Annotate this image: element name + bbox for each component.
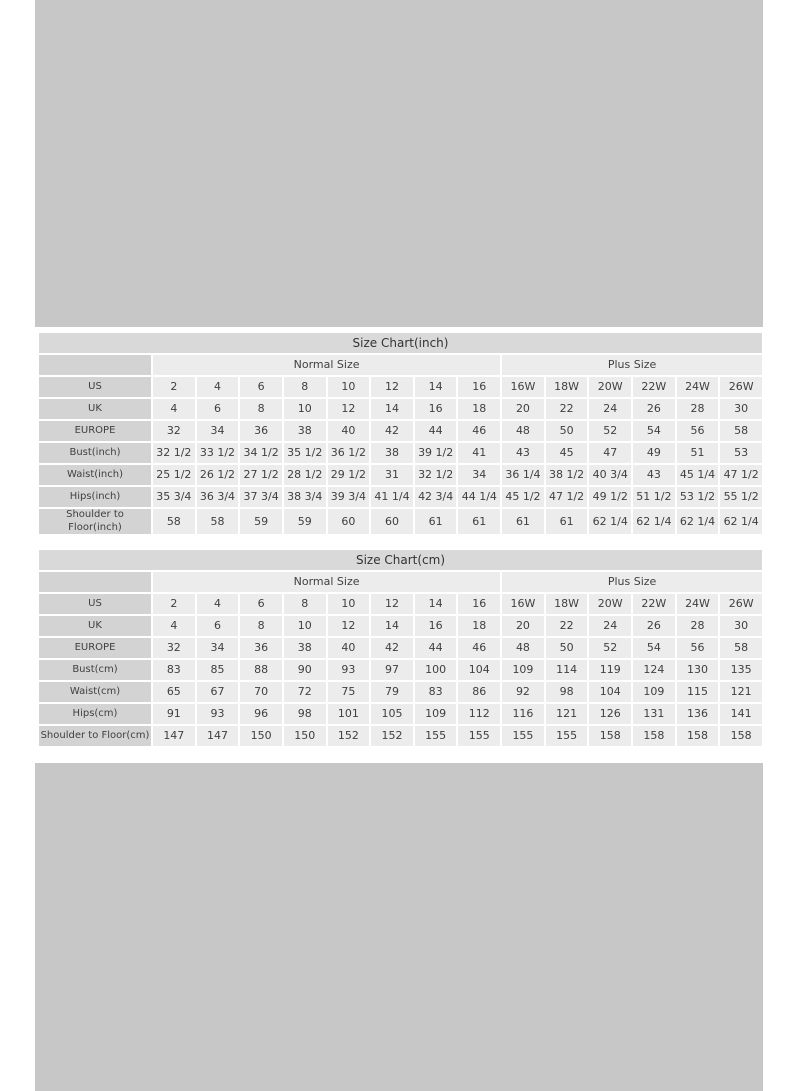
size-value-cell: 59 — [240, 509, 282, 534]
size-value-cell: 20W — [589, 594, 631, 614]
size-value-cell: 50 — [546, 638, 588, 658]
size-value-cell: 16W — [502, 594, 544, 614]
size-value-cell: 121 — [546, 704, 588, 724]
row-label: Waist(inch) — [39, 465, 151, 485]
size-value-cell: 46 — [458, 638, 500, 658]
row-label: EUROPE — [39, 421, 151, 441]
size-value-cell: 26 — [633, 399, 675, 419]
size-value-cell: 31 — [371, 465, 413, 485]
size-value-cell: 65 — [153, 682, 195, 702]
size-value-cell: 83 — [415, 682, 457, 702]
size-value-cell: 16 — [458, 594, 500, 614]
size-value-cell: 47 — [589, 443, 631, 463]
size-value-cell: 130 — [677, 660, 719, 680]
size-value-cell: 25 1/2 — [153, 465, 195, 485]
size-value-cell: 131 — [633, 704, 675, 724]
size-value-cell: 100 — [415, 660, 457, 680]
size-value-cell: 62 1/4 — [589, 509, 631, 534]
size-value-cell: 58 — [720, 638, 762, 658]
size-value-cell: 28 — [677, 399, 719, 419]
size-value-cell: 6 — [240, 594, 282, 614]
size-value-cell: 83 — [153, 660, 195, 680]
size-value-cell: 155 — [546, 726, 588, 746]
size-value-cell: 20 — [502, 399, 544, 419]
size-value-cell: 43 — [633, 465, 675, 485]
size-value-cell: 30 — [720, 616, 762, 636]
size-value-cell: 135 — [720, 660, 762, 680]
table-row — [39, 638, 762, 658]
size-value-cell: 12 — [328, 616, 370, 636]
size-value-cell: 24W — [677, 377, 719, 397]
size-value-cell: 28 1/2 — [284, 465, 326, 485]
size-value-cell: 86 — [458, 682, 500, 702]
size-value-cell: 112 — [458, 704, 500, 724]
size-value-cell: 101 — [328, 704, 370, 724]
size-value-cell: 58 — [153, 509, 195, 534]
size-value-cell: 42 3/4 — [415, 487, 457, 507]
size-value-cell: 40 3/4 — [589, 465, 631, 485]
size-value-cell: 158 — [589, 726, 631, 746]
size-value-cell: 39 3/4 — [328, 487, 370, 507]
size-value-cell: 155 — [502, 726, 544, 746]
size-value-cell: 34 — [458, 465, 500, 485]
row-label: EUROPE — [39, 638, 151, 658]
size-value-cell: 16 — [415, 616, 457, 636]
size-chart-title: Size Chart(cm) — [39, 550, 762, 570]
size-value-cell: 51 — [677, 443, 719, 463]
size-value-cell: 75 — [328, 682, 370, 702]
size-value-cell: 2 — [153, 377, 195, 397]
size-value-cell: 38 — [371, 443, 413, 463]
size-value-cell: 62 1/4 — [720, 509, 762, 534]
size-value-cell: 38 — [284, 421, 326, 441]
size-value-cell: 16 — [415, 399, 457, 419]
size-value-cell: 47 1/2 — [546, 487, 588, 507]
size-value-cell: 58 — [720, 421, 762, 441]
size-value-cell: 49 1/2 — [589, 487, 631, 507]
size-value-cell: 93 — [328, 660, 370, 680]
size-value-cell: 104 — [458, 660, 500, 680]
size-value-cell: 51 1/2 — [633, 487, 675, 507]
size-value-cell: 98 — [546, 682, 588, 702]
size-value-cell: 158 — [720, 726, 762, 746]
size-value-cell: 18 — [458, 616, 500, 636]
size-value-cell: 90 — [284, 660, 326, 680]
row-label: US — [39, 377, 151, 397]
size-value-cell: 121 — [720, 682, 762, 702]
size-value-cell: 8 — [284, 594, 326, 614]
size-value-cell: 10 — [284, 399, 326, 419]
size-value-cell: 16W — [502, 377, 544, 397]
size-value-cell: 116 — [502, 704, 544, 724]
size-value-cell: 14 — [371, 616, 413, 636]
row-label: UK — [39, 616, 151, 636]
size-value-cell: 22 — [546, 616, 588, 636]
size-value-cell: 32 — [153, 421, 195, 441]
table-row — [39, 377, 762, 397]
size-value-cell: 27 1/2 — [240, 465, 282, 485]
size-value-cell: 85 — [197, 660, 239, 680]
size-value-cell: 150 — [240, 726, 282, 746]
size-value-cell: 22W — [633, 594, 675, 614]
size-value-cell: 40 — [328, 421, 370, 441]
size-value-cell: 45 1/2 — [502, 487, 544, 507]
size-value-cell: 26 1/2 — [197, 465, 239, 485]
size-value-cell: 40 — [328, 638, 370, 658]
corner-cell — [39, 355, 151, 375]
table-row — [39, 660, 762, 680]
size-value-cell: 10 — [328, 377, 370, 397]
row-label: Hips(cm) — [39, 704, 151, 724]
size-value-cell: 26W — [720, 377, 762, 397]
table-row — [39, 594, 762, 614]
size-value-cell: 12 — [371, 377, 413, 397]
size-value-cell: 119 — [589, 660, 631, 680]
size-value-cell: 48 — [502, 421, 544, 441]
size-value-cell: 10 — [284, 616, 326, 636]
size-value-cell: 61 — [546, 509, 588, 534]
size-value-cell: 30 — [720, 399, 762, 419]
table-row — [39, 421, 762, 441]
size-value-cell: 36 1/2 — [328, 443, 370, 463]
size-value-cell: 61 — [502, 509, 544, 534]
size-value-cell: 43 — [502, 443, 544, 463]
size-value-cell: 109 — [415, 704, 457, 724]
size-value-cell: 18 — [458, 399, 500, 419]
size-value-cell: 61 — [458, 509, 500, 534]
table-row — [39, 726, 762, 746]
size-value-cell: 93 — [197, 704, 239, 724]
size-value-cell: 20W — [589, 377, 631, 397]
size-value-cell: 35 3/4 — [153, 487, 195, 507]
size-value-cell: 29 1/2 — [328, 465, 370, 485]
size-value-cell: 155 — [415, 726, 457, 746]
size-value-cell: 105 — [371, 704, 413, 724]
size-value-cell: 4 — [197, 377, 239, 397]
size-value-cell: 8 — [284, 377, 326, 397]
size-value-cell: 155 — [458, 726, 500, 746]
column-group-header: Normal Size — [153, 572, 500, 592]
size-value-cell: 141 — [720, 704, 762, 724]
size-value-cell: 18W — [546, 594, 588, 614]
table-row — [39, 509, 762, 534]
size-value-cell: 115 — [677, 682, 719, 702]
size-value-cell: 8 — [240, 399, 282, 419]
size-value-cell: 16 — [458, 377, 500, 397]
size-value-cell: 38 3/4 — [284, 487, 326, 507]
size-value-cell: 34 1/2 — [240, 443, 282, 463]
size-value-cell: 42 — [371, 638, 413, 658]
size-value-cell: 28 — [677, 616, 719, 636]
size-value-cell: 22 — [546, 399, 588, 419]
size-value-cell: 4 — [197, 594, 239, 614]
size-chart-cm-table — [37, 548, 764, 748]
table-row — [39, 399, 762, 419]
size-value-cell: 53 — [720, 443, 762, 463]
row-label: UK — [39, 399, 151, 419]
size-value-cell: 44 1/4 — [458, 487, 500, 507]
size-value-cell: 12 — [328, 399, 370, 419]
size-value-cell: 150 — [284, 726, 326, 746]
size-value-cell: 152 — [328, 726, 370, 746]
size-value-cell: 60 — [371, 509, 413, 534]
size-value-cell: 36 1/4 — [502, 465, 544, 485]
size-value-cell: 98 — [284, 704, 326, 724]
size-value-cell: 4 — [153, 616, 195, 636]
size-value-cell: 58 — [197, 509, 239, 534]
size-value-cell: 136 — [677, 704, 719, 724]
size-value-cell: 158 — [677, 726, 719, 746]
size-value-cell: 34 — [197, 421, 239, 441]
size-value-cell: 109 — [633, 682, 675, 702]
size-value-cell: 38 1/2 — [546, 465, 588, 485]
size-value-cell: 126 — [589, 704, 631, 724]
size-value-cell: 96 — [240, 704, 282, 724]
size-value-cell: 56 — [677, 638, 719, 658]
size-value-cell: 72 — [284, 682, 326, 702]
size-value-cell: 62 1/4 — [677, 509, 719, 534]
size-value-cell: 47 1/2 — [720, 465, 762, 485]
size-value-cell: 54 — [633, 421, 675, 441]
size-value-cell: 32 1/2 — [415, 465, 457, 485]
column-group-row — [39, 355, 762, 375]
table-row — [39, 443, 762, 463]
size-value-cell: 44 — [415, 638, 457, 658]
size-value-cell: 53 1/2 — [677, 487, 719, 507]
row-label: Shoulder to Floor(inch) — [39, 509, 151, 534]
size-value-cell: 46 — [458, 421, 500, 441]
corner-cell — [39, 572, 151, 592]
size-value-cell: 10 — [328, 594, 370, 614]
size-value-cell: 6 — [197, 616, 239, 636]
size-value-cell: 79 — [371, 682, 413, 702]
size-value-cell: 36 3/4 — [197, 487, 239, 507]
size-value-cell: 59 — [284, 509, 326, 534]
size-value-cell: 45 1/4 — [677, 465, 719, 485]
size-value-cell: 61 — [415, 509, 457, 534]
size-value-cell: 6 — [197, 399, 239, 419]
size-value-cell: 114 — [546, 660, 588, 680]
size-value-cell: 33 1/2 — [197, 443, 239, 463]
table-title-row — [39, 333, 762, 353]
size-value-cell: 24W — [677, 594, 719, 614]
size-value-cell: 52 — [589, 421, 631, 441]
row-label: Waist(cm) — [39, 682, 151, 702]
size-value-cell: 39 1/2 — [415, 443, 457, 463]
size-value-cell: 124 — [633, 660, 675, 680]
size-value-cell: 34 — [197, 638, 239, 658]
size-chart-inch-table — [37, 331, 764, 536]
size-value-cell: 52 — [589, 638, 631, 658]
size-value-cell: 54 — [633, 638, 675, 658]
size-value-cell: 147 — [197, 726, 239, 746]
table-row — [39, 465, 762, 485]
size-value-cell: 36 — [240, 421, 282, 441]
size-value-cell: 88 — [240, 660, 282, 680]
size-value-cell: 41 — [458, 443, 500, 463]
size-value-cell: 26W — [720, 594, 762, 614]
size-value-cell: 32 — [153, 638, 195, 658]
size-value-cell: 14 — [415, 594, 457, 614]
size-value-cell: 36 — [240, 638, 282, 658]
size-value-cell: 2 — [153, 594, 195, 614]
size-value-cell: 67 — [197, 682, 239, 702]
size-value-cell: 14 — [371, 399, 413, 419]
size-value-cell: 152 — [371, 726, 413, 746]
size-value-cell: 56 — [677, 421, 719, 441]
table-row — [39, 487, 762, 507]
table-title-row — [39, 550, 762, 570]
size-value-cell: 4 — [153, 399, 195, 419]
table-row — [39, 682, 762, 702]
size-chart-title: Size Chart(inch) — [39, 333, 762, 353]
row-label: Hips(inch) — [39, 487, 151, 507]
size-value-cell: 49 — [633, 443, 675, 463]
size-value-cell: 55 1/2 — [720, 487, 762, 507]
size-value-cell: 41 1/4 — [371, 487, 413, 507]
size-value-cell: 158 — [633, 726, 675, 746]
size-value-cell: 6 — [240, 377, 282, 397]
size-value-cell: 22W — [633, 377, 675, 397]
size-value-cell: 147 — [153, 726, 195, 746]
column-group-header: Plus Size — [502, 355, 762, 375]
size-value-cell: 62 1/4 — [633, 509, 675, 534]
size-value-cell: 97 — [371, 660, 413, 680]
size-value-cell: 109 — [502, 660, 544, 680]
row-label: Shoulder to Floor(cm) — [39, 726, 151, 746]
size-value-cell: 42 — [371, 421, 413, 441]
size-value-cell: 104 — [589, 682, 631, 702]
column-group-header: Plus Size — [502, 572, 762, 592]
size-value-cell: 70 — [240, 682, 282, 702]
table-row — [39, 616, 762, 636]
size-value-cell: 24 — [589, 616, 631, 636]
size-value-cell: 18W — [546, 377, 588, 397]
size-value-cell: 91 — [153, 704, 195, 724]
size-value-cell: 60 — [328, 509, 370, 534]
size-value-cell: 50 — [546, 421, 588, 441]
size-value-cell: 24 — [589, 399, 631, 419]
size-value-cell: 20 — [502, 616, 544, 636]
size-value-cell: 32 1/2 — [153, 443, 195, 463]
row-label: Bust(cm) — [39, 660, 151, 680]
size-value-cell: 8 — [240, 616, 282, 636]
table-row — [39, 704, 762, 724]
size-value-cell: 44 — [415, 421, 457, 441]
size-chart-tables — [37, 331, 764, 748]
size-value-cell: 38 — [284, 638, 326, 658]
size-value-cell: 14 — [415, 377, 457, 397]
size-value-cell: 35 1/2 — [284, 443, 326, 463]
size-value-cell: 48 — [502, 638, 544, 658]
row-label: US — [39, 594, 151, 614]
size-value-cell: 26 — [633, 616, 675, 636]
size-value-cell: 45 — [546, 443, 588, 463]
column-group-row — [39, 572, 762, 592]
row-label: Bust(inch) — [39, 443, 151, 463]
size-value-cell: 37 3/4 — [240, 487, 282, 507]
column-group-header: Normal Size — [153, 355, 500, 375]
size-value-cell: 92 — [502, 682, 544, 702]
size-value-cell: 12 — [371, 594, 413, 614]
